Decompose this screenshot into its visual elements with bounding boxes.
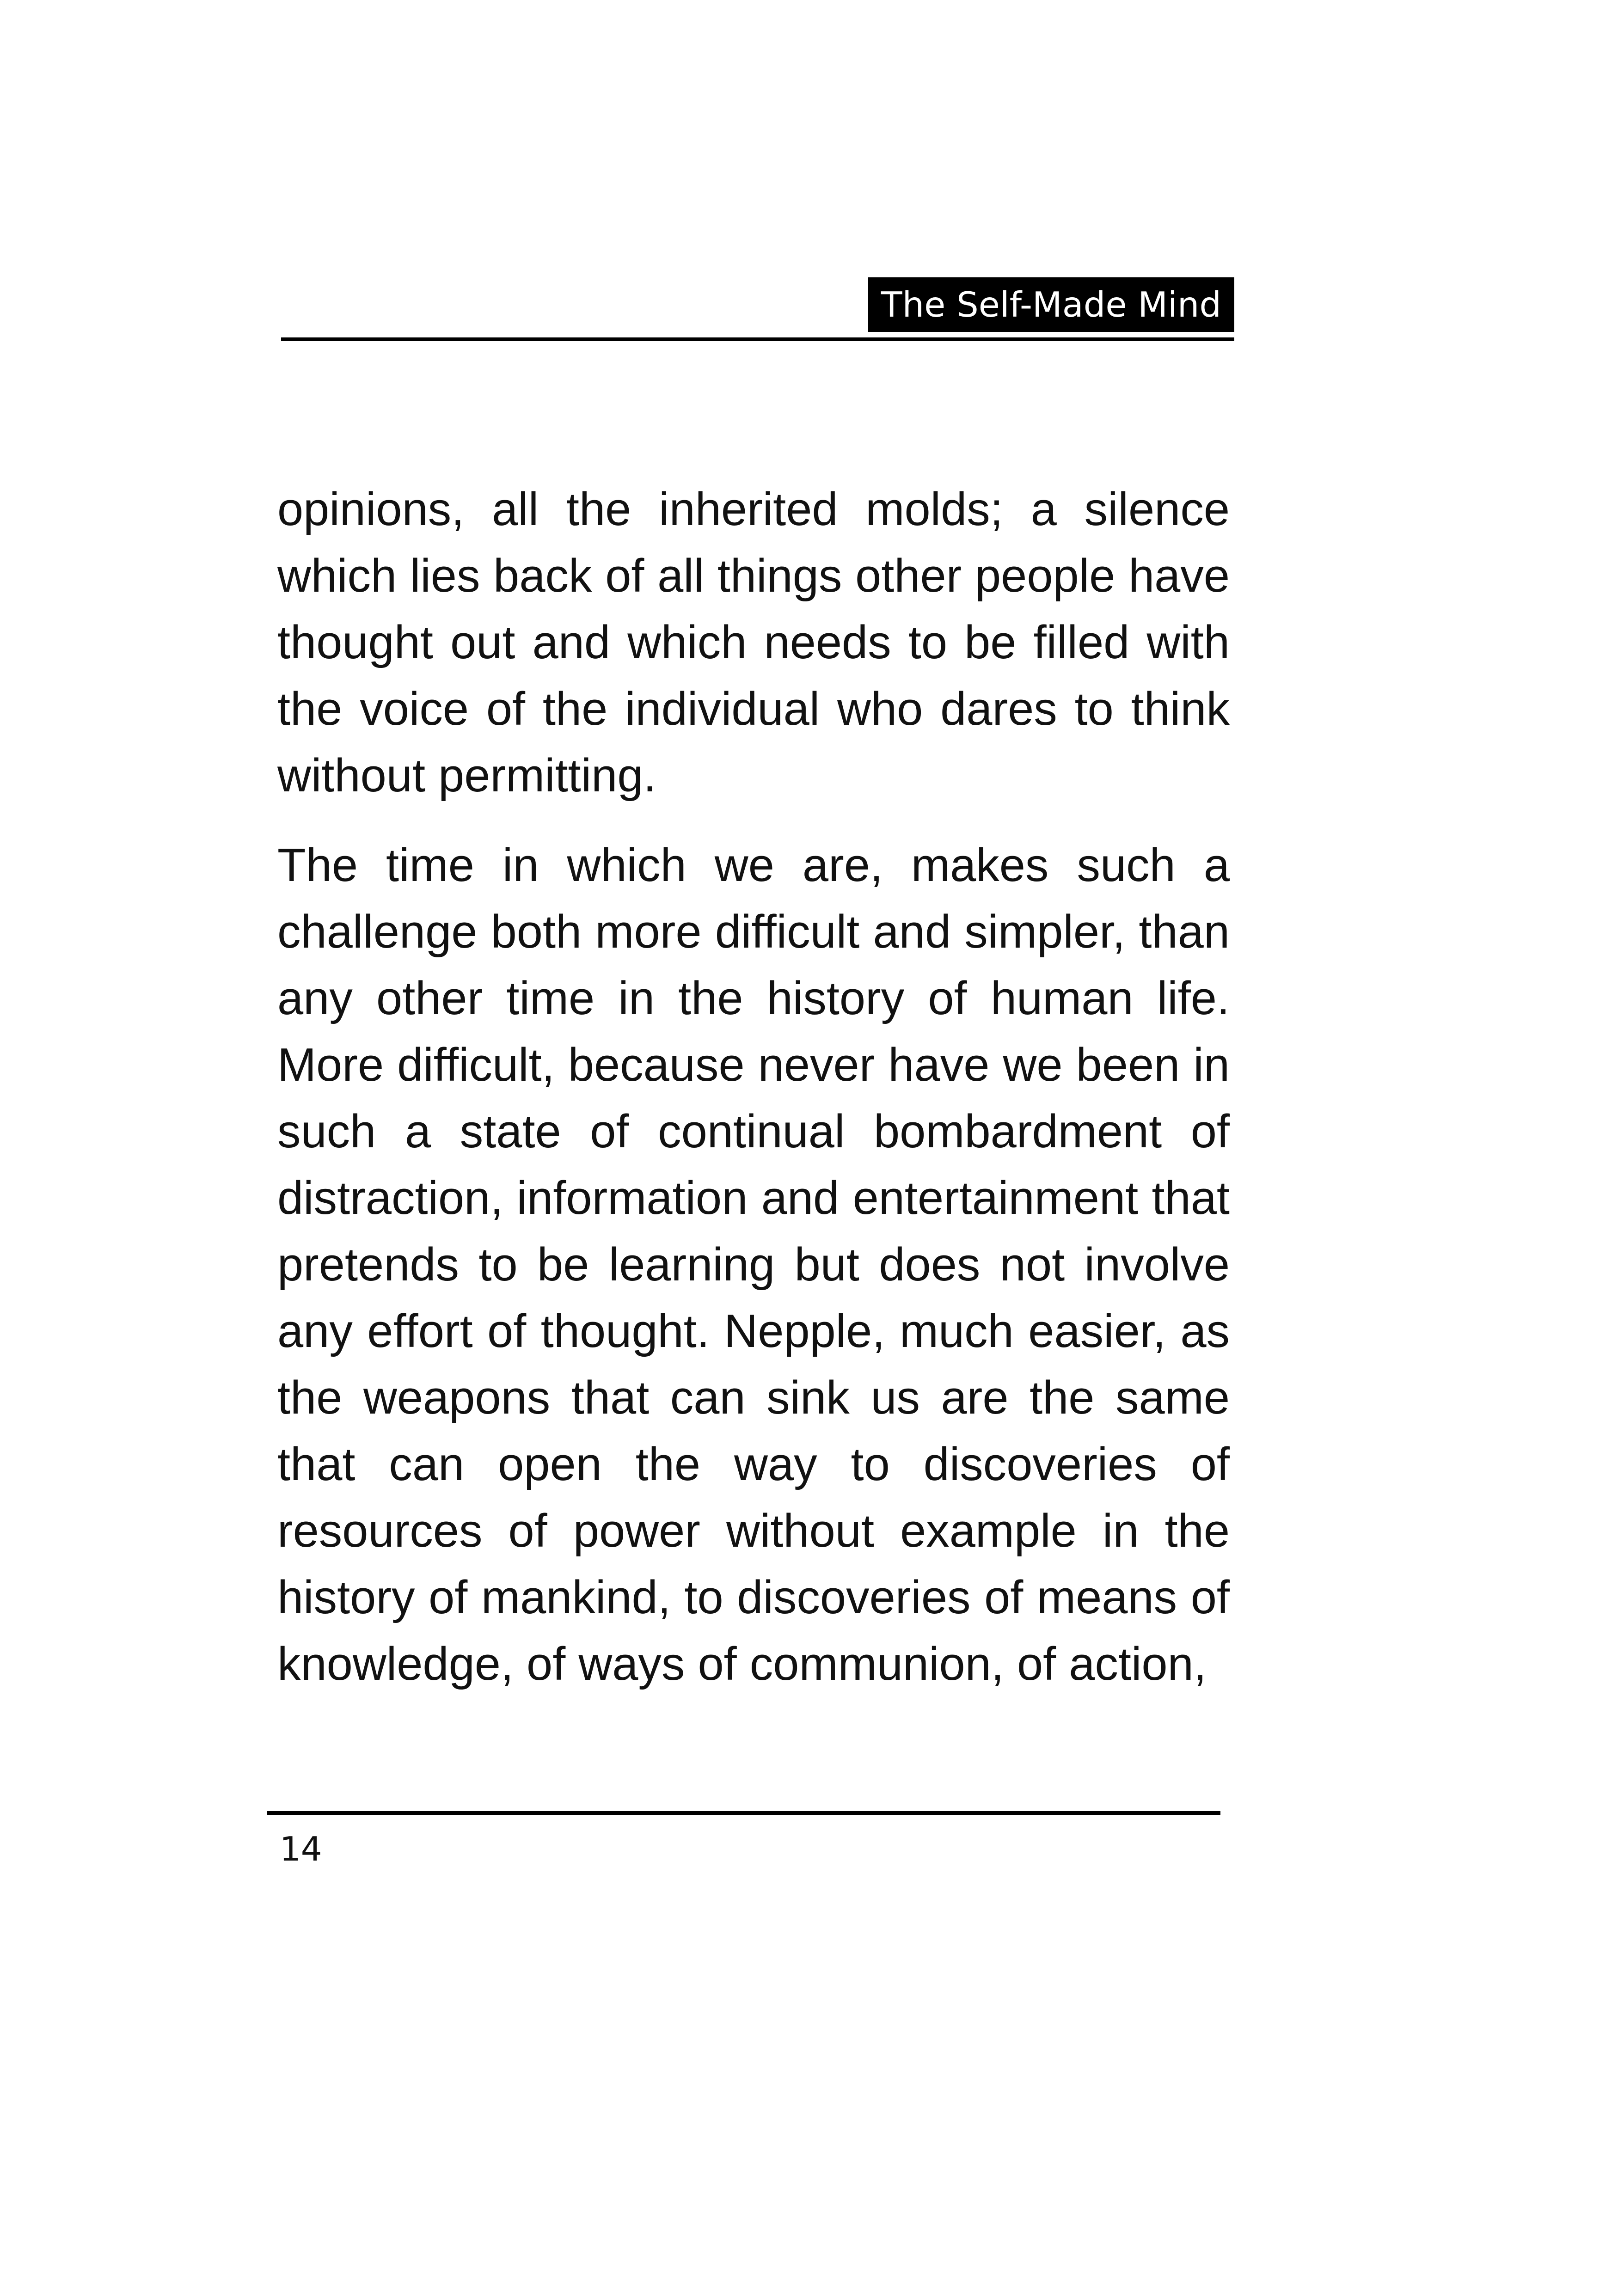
paragraph-1: opinions, all the inherited molds; a silence which lies back of all things other people have thought out and which needs to be filled with the voice of the individual who dares to think without permitting. [277,484,1230,802]
footer-rule [267,1811,1220,1815]
body-text [277,476,1230,1697]
paragraph-2: The time in which we are, makes such a challenge both more difficult and simpler, than any other time in the history of human life. More difficult, because never have we been in such a state of continual bombardment of distraction, information and entertainment that pretends to be learning but does not involve any effort of thought. Nepple, much easier, as the weapons that can sink us are the same that can open the way to discoveries of resources of power without example in the history of mankind, to discoveries of means of knowledge, of ways of communion, of action, [277,839,1230,1690]
page-number: 14 [280,1830,322,1868]
running-header-title: The Self-Made Mind [868,277,1234,332]
header-rule [281,337,1234,341]
